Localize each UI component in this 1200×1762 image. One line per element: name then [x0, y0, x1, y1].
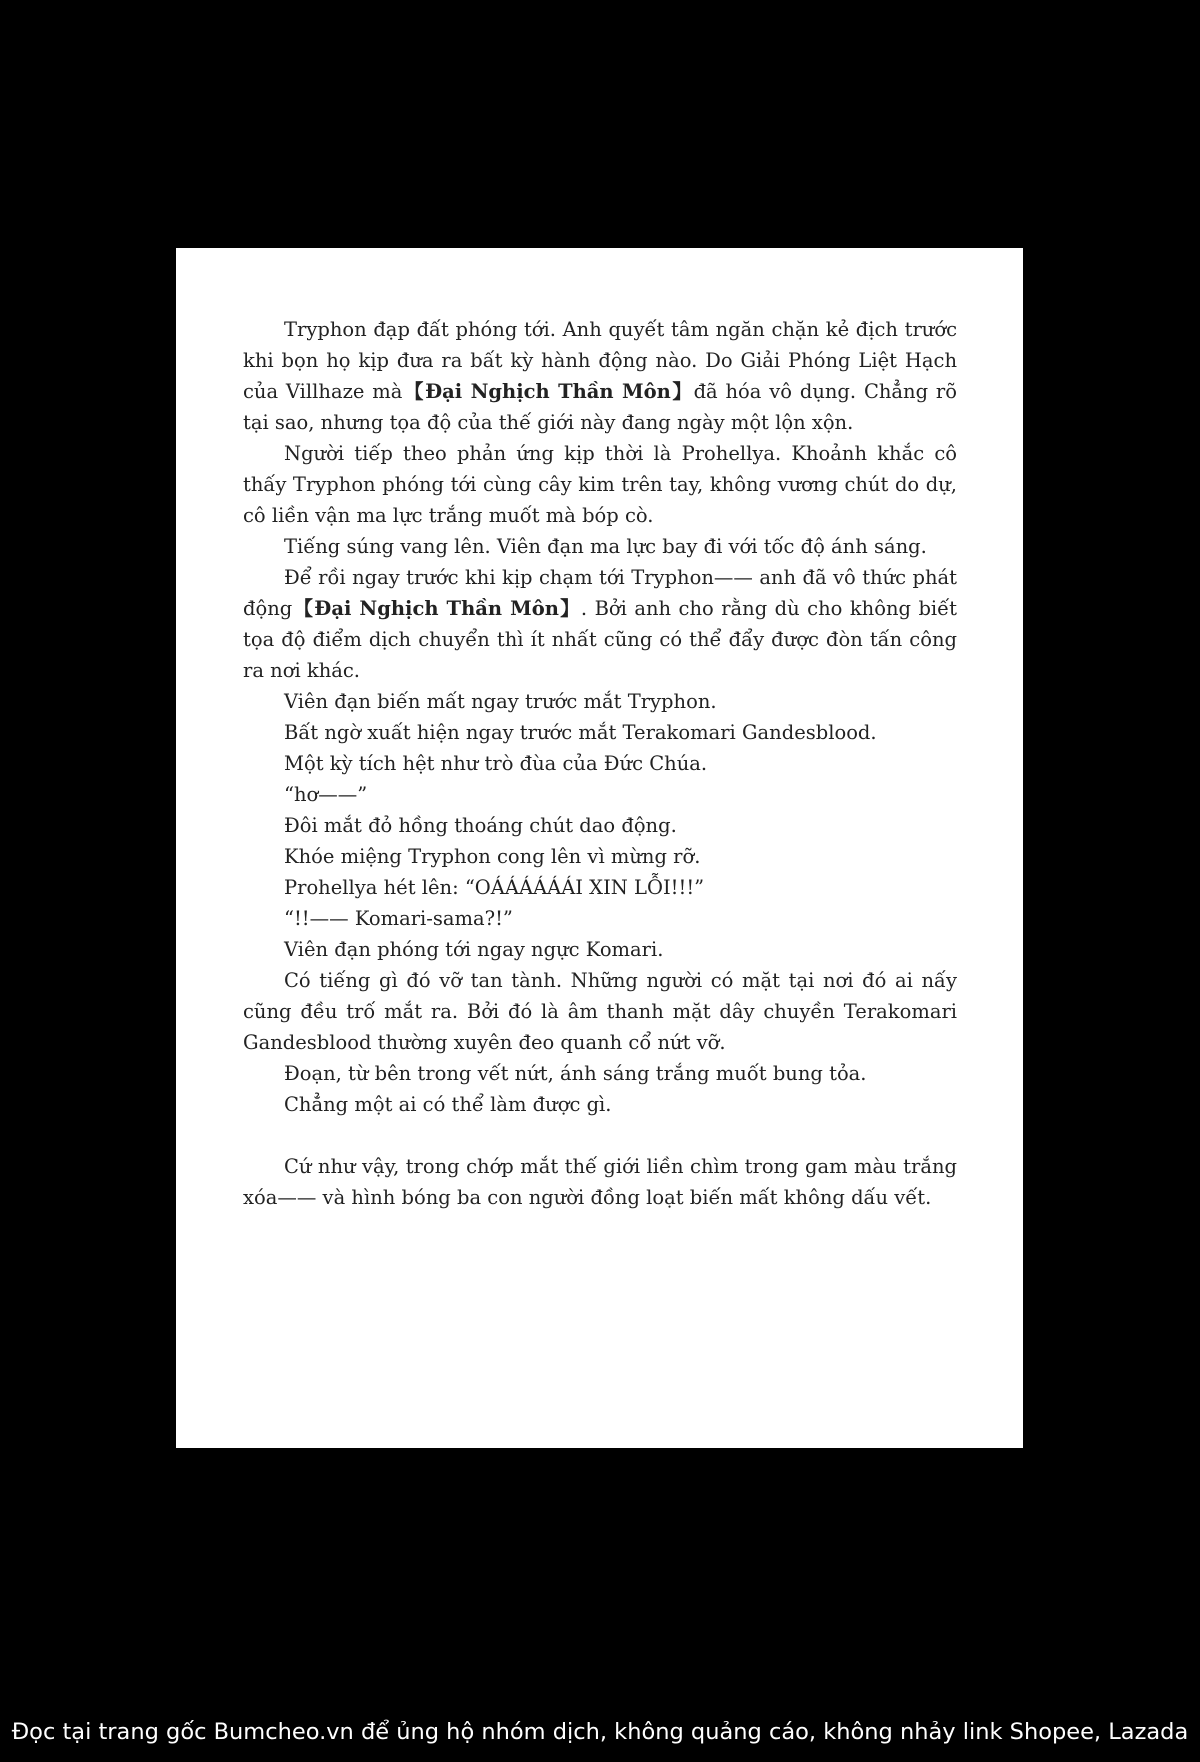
paragraph: Có tiếng gì đó vỡ tan tành. Những người có mặt tại nơi đó ai nấy cũng đều trố mắt ra. Bởi đó là âm thanh mặt dây chuyền Terakomari Gandesblood thường xuyên đeo quanh cổ nứt vỡ.: [243, 969, 957, 1054]
paragraph: Tiếng súng vang lên. Viên đạn ma lực bay đi với tốc độ ánh sáng.: [284, 535, 927, 558]
paragraph: Chẳng một ai có thể làm được gì.: [284, 1093, 612, 1116]
paragraph: Khóe miệng Tryphon cong lên vì mừng rỡ.: [284, 845, 701, 868]
paragraph: Viên đạn phóng tới ngay ngực Komari.: [284, 938, 664, 961]
skill-name: 【Đại Nghịch Thần Môn】: [402, 380, 694, 403]
paragraph: Prohellya hét lên: “OÁÁÁÁÁÁI XIN LỖI!!!”: [284, 876, 705, 899]
paragraph: Một kỳ tích hệt như trò đùa của Đức Chúa.: [284, 752, 708, 775]
skill-name: 【Đại Nghịch Thần Môn】: [292, 597, 581, 620]
paragraph: Viên đạn biến mất ngay trước mắt Tryphon.: [284, 690, 717, 713]
paragraph: Người tiếp theo phản ứng kịp thời là Prohellya. Khoảnh khắc cô thấy Tryphon phóng tới cùng cây kim trên tay, không vương chút do dự, cô liền vận ma lực trắng muốt mà bóp cò.: [243, 442, 957, 527]
paragraph: Đoạn, từ bên trong vết nứt, ánh sáng trắng muốt bung tỏa.: [284, 1062, 867, 1085]
paragraph: Tryphon đạp đất phóng tới. Anh quyết tâm ngăn chặn kẻ địch trước khi bọn họ kịp đưa ra bất kỳ hành động nào. Do Giải Phóng Liệt Hạch của Villhaze mà【Đại Nghịch Thần Môn】đã hóa vô dụng. Chẳng rõ tại sao, nhưng tọa độ của thế giới này đang ngày một lộn xộn.: [243, 318, 957, 434]
paragraph: Để rồi ngay trước khi kịp chạm tới Tryphon—— anh đã vô thức phát động【Đại Nghịch Thần Môn】. Bởi anh cho rằng dù cho không biết tọa độ điểm dịch chuyển thì ít nhất cũng có thể đẩy được đòn tấn công ra nơi khác.: [243, 566, 957, 682]
paragraph: Bất ngờ xuất hiện ngay trước mắt Terakomari Gandesblood.: [284, 721, 877, 744]
paragraph: “hơ——”: [284, 783, 368, 806]
source-credit: Đọc tại trang gốc Bumcheo.vn để ủng hộ nhóm dịch, không quảng cáo, không nhảy link Shopee, Lazada: [11, 1719, 1189, 1745]
book-page: [176, 248, 1023, 1448]
story-text: [243, 314, 957, 1213]
paragraph: Cứ như vậy, trong chớp mắt thế giới liền chìm trong gam màu trắng xóa—— và hình bóng ba con người đồng loạt biến mất không dấu vết.: [243, 1155, 957, 1209]
paragraph: Đôi mắt đỏ hồng thoáng chút dao động.: [284, 814, 677, 837]
paragraph: “!!—— Komari-sama?!”: [284, 907, 513, 930]
